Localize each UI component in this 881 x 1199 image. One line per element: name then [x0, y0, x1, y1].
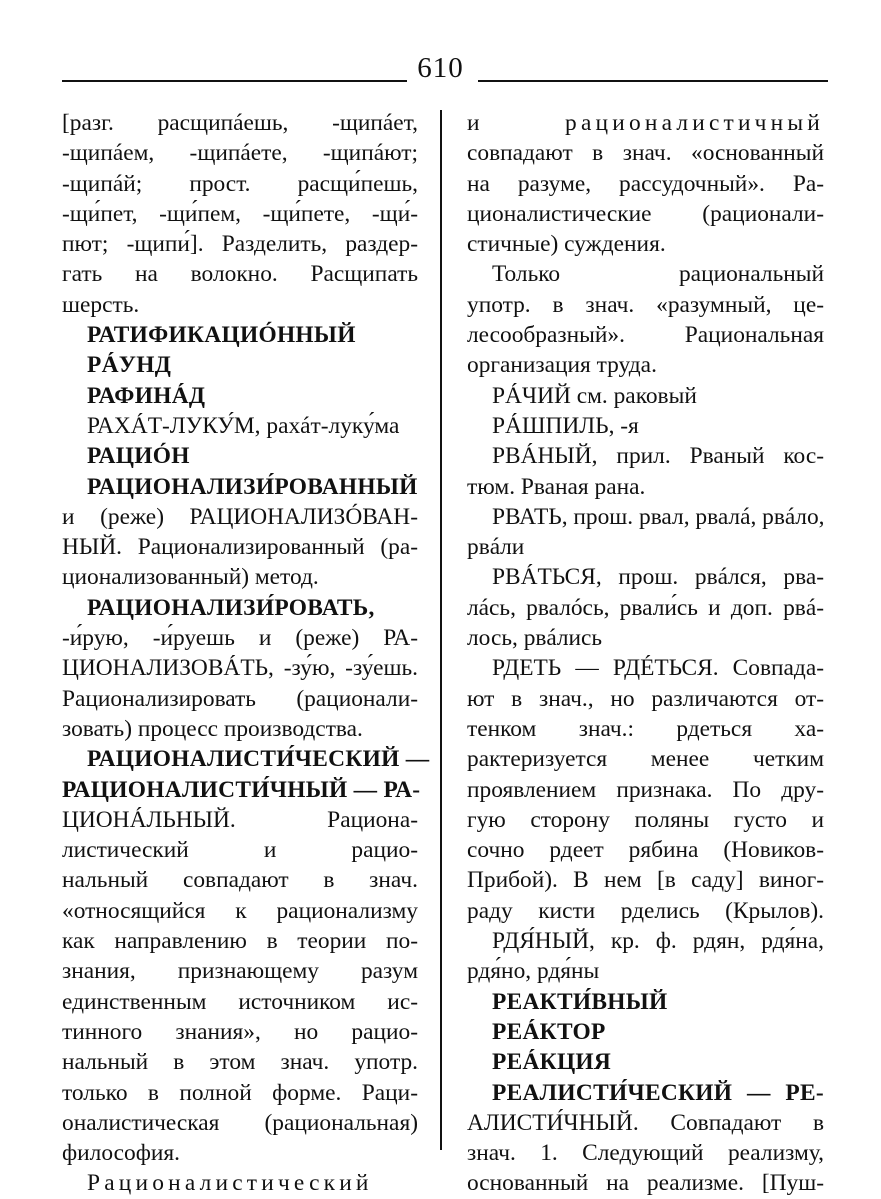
text-line: гую сторону поляны густо и — [467, 806, 824, 833]
headword-line: РВÁНЫЙ, прил. Рваный кос- — [492, 443, 824, 470]
headword-line: РАЦИÓН — [87, 443, 190, 470]
text-line: и (реже) РАЦИОНАЛИЗÓВАН- — [62, 503, 418, 530]
text-line: тюм. Рваная рана. — [467, 473, 646, 500]
text-line: организация труда. — [467, 352, 657, 379]
headword-line: РАЦИОНАЛИСТИ́ЧНЫЙ — РА- — [62, 776, 421, 803]
text-line: философия. — [62, 1140, 180, 1167]
headword-line: РАЦИОНАЛИЗИ́РОВАННЫЙ — [87, 473, 418, 500]
text-line: и рационалистичный — [467, 110, 824, 136]
text-line: -щи́пет, -щи́пем, -щи́пете, -щи́- — [62, 200, 418, 227]
headword-line: РДЕТЬ — РДÉТЬСЯ. Совпада- — [492, 655, 824, 682]
text-line: лесообразный». Рациональная — [467, 322, 824, 349]
text-line: лáсь, рвалóсь, рвали́сь и доп. рвá- — [467, 594, 824, 621]
headword-line: РДЯ́НЫЙ, кр. ф. рдян, рдя́на, — [492, 928, 824, 955]
text-line: «относящийся к рационализму — [62, 897, 418, 924]
text-line: нальный в этом знач. употр. — [62, 1049, 418, 1076]
headword-line: РЕÁКТОР — [492, 1018, 606, 1045]
text-line: оналистическая (рациональная) — [62, 1109, 418, 1136]
text-line: как направлению в теории по- — [62, 928, 418, 955]
text-line: Прибой). В нем [в саду] виног- — [467, 867, 824, 894]
headword-line: РЕАЛИСТИ́ЧЕСКИЙ — РЕ- — [492, 1079, 824, 1106]
text-line: единственным источником ис- — [62, 988, 418, 1015]
column-divider — [440, 110, 442, 1150]
left-column — [62, 108, 430, 1199]
header-rule-right — [478, 80, 828, 82]
text-line: тенком знач.: рдеться ха- — [467, 715, 824, 742]
text-line: рдя́но, рдя́ны — [467, 958, 600, 985]
page-number: 610 — [417, 52, 464, 84]
text-line: -щипáем, -щипáете, -щипáют; — [62, 140, 418, 167]
text-line: ют в знач., но различаются от- — [467, 685, 824, 712]
text-line: лось, рвáлись — [467, 625, 603, 652]
headword-line: РÁУНД — [87, 352, 172, 379]
text-line: листический и рацио- — [62, 837, 418, 864]
text-line: проявлением признака. По дру- — [467, 776, 824, 803]
headword-line: РАЦИОНАЛИЗИ́РОВАТЬ, — [87, 594, 375, 621]
text-line: пют; -щипи́]. Разделить, раздер- — [62, 231, 418, 258]
headword-line: РВÁТЬСЯ, прош. рвáлся, рва- — [492, 564, 824, 591]
headword-line: РÁШПИЛЬ, -я — [492, 412, 639, 439]
text-line: основанный на реализме. [Пуш- — [467, 1170, 824, 1197]
text-line: -и́рую, -и́руешь и (реже) РА- — [62, 625, 418, 652]
text-line: НЫЙ. Рационализированный (ра- — [62, 534, 418, 561]
text-line: сочно рдеет рябина (Новиков- — [467, 837, 824, 864]
text-line: совпадают в знач. «основанный — [467, 140, 824, 167]
text-line: гать на волокно. Расщипать — [62, 261, 418, 288]
text-line: рактеризуется менее четким — [467, 746, 824, 773]
text-line: [разг. расщипáешь, -щипáет, — [62, 110, 418, 136]
text-line: употр. в знач. «разумный, це- — [467, 291, 824, 318]
text-line: -щипáй; прост. расщи́пешь, — [62, 170, 418, 197]
text-line: зовать) процесс производства. — [62, 715, 363, 742]
text-line: на разуме, рассудочный». Ра- — [467, 170, 824, 197]
text-line: ционалистические (рационали- — [467, 200, 824, 227]
headword-line: РАФИНÁД — [87, 382, 206, 409]
text-line: тинного знания», но рацио- — [62, 1018, 418, 1045]
headword-line: РВАТЬ, прош. рвал, рвалá, рвáло, — [492, 503, 825, 530]
text-line: Только рациональный — [492, 261, 824, 288]
text-line: знач. 1. Следующий реализму, — [467, 1140, 824, 1167]
headword-line: РАТИФИКАЦИÓННЫЙ — [87, 322, 356, 349]
text-line: нальный совпадают в знач. — [62, 867, 418, 894]
text-line: ЦИОНАЛИЗОВÁТЬ, -зу́ю, -зу́ешь. — [62, 655, 418, 682]
text-line: только в полной форме. Раци- — [62, 1079, 418, 1106]
headword-line: РЕÁКЦИЯ — [492, 1049, 612, 1076]
text-line: ционализованный) метод. — [62, 564, 319, 591]
headword-line: РАХÁТ-ЛУКУ́М, рахáт-луку́ма — [87, 412, 400, 439]
text-line: Рационалистический — [87, 1170, 373, 1197]
text-line: раду кисти рделись (Крылов). — [467, 897, 824, 924]
right-column — [467, 108, 824, 1199]
text-line: стичные) суждения. — [467, 231, 666, 258]
text-line: ЦИОНÁЛЬНЫЙ. Рациона- — [62, 806, 418, 833]
text-line: шерсть. — [62, 291, 140, 318]
headword-line: РАЦИОНАЛИСТИ́ЧЕСКИЙ — — [87, 746, 430, 773]
headword-line: РЕАКТИ́ВНЫЙ — [492, 988, 668, 1015]
text-line: АЛИСТИ́ЧНЫЙ. Совпадают в — [467, 1109, 824, 1136]
headword-line: РÁЧИЙ см. раковый — [492, 382, 697, 409]
text-line: рвáли — [467, 534, 525, 561]
text-line: Рационализировать (рационали- — [62, 685, 418, 712]
text-line: знания, признающему разум — [62, 958, 418, 985]
